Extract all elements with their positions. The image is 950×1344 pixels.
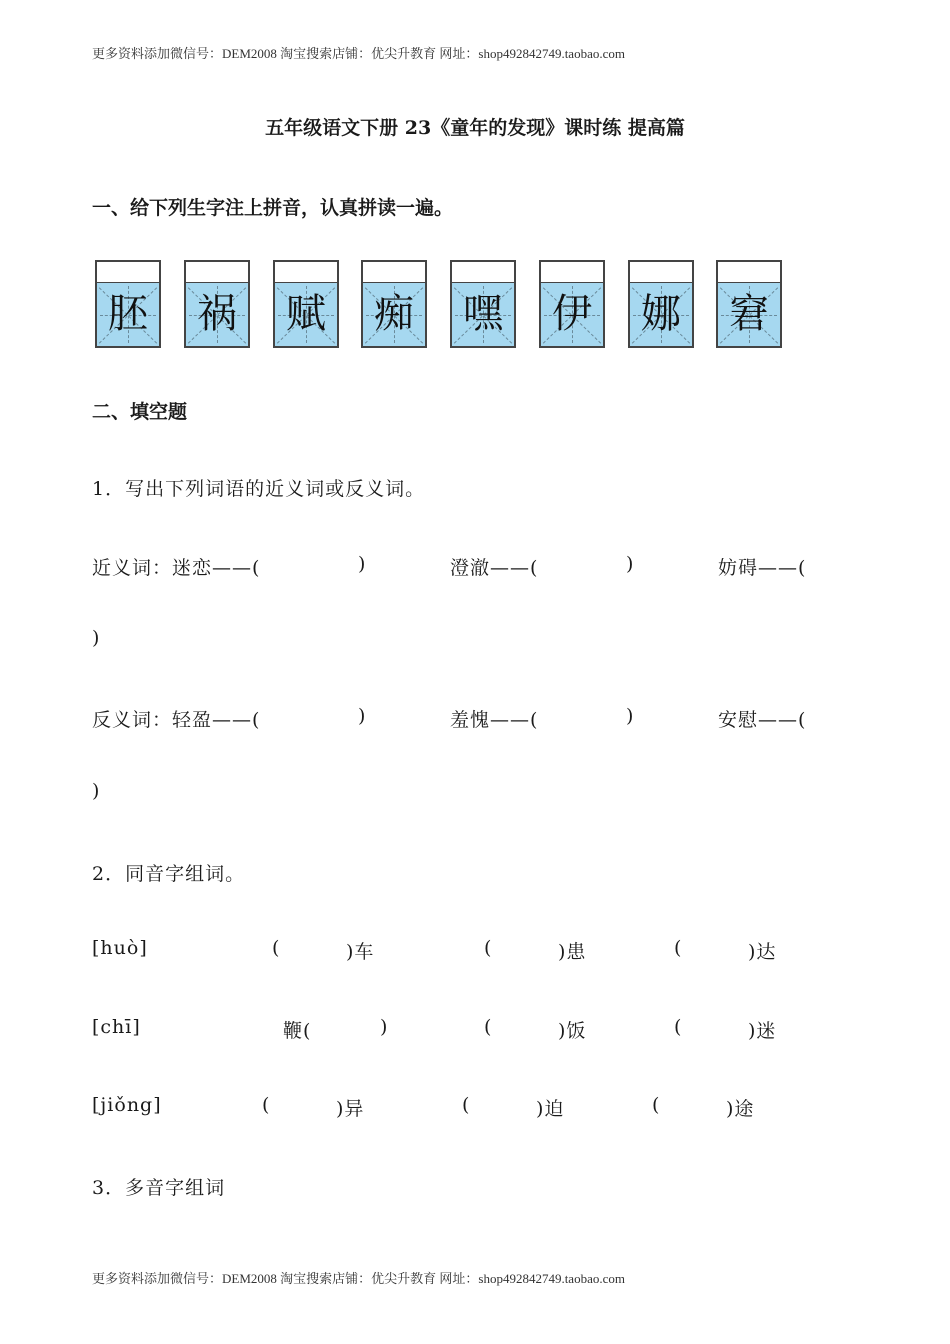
blank-open: (: [262, 1094, 271, 1116]
blank-close: )达: [748, 941, 777, 963]
char-glyph: 痴: [374, 291, 414, 337]
antonym-label-a: 反义词：轻盈——(: [92, 709, 261, 731]
char-glyph: 嘿: [463, 291, 503, 337]
blank-close: )迷: [748, 1020, 777, 1042]
page-header: 更多资料添加微信号：DEM2008 淘宝搜索店铺：优尖升教育 网址：shop492842749.taobao.com: [92, 46, 625, 61]
blank-close: )车: [346, 941, 375, 963]
q2-prompt: 2．同音字组词。: [92, 863, 246, 885]
blank-close: ): [380, 1016, 389, 1038]
pinyin-label: [huò]: [92, 937, 148, 959]
char-box[interactable]: [716, 260, 782, 348]
char-glyph: 赋: [286, 291, 326, 337]
blank-open: 鞭(: [283, 1020, 312, 1042]
char-box[interactable]: [95, 260, 161, 348]
antonym-close-a: ): [358, 705, 367, 727]
antonym-word-b: 羞愧——(: [450, 709, 539, 731]
blank-open: (: [484, 1016, 493, 1038]
pinyin-slot[interactable]: [186, 262, 248, 283]
blank-close: )迫: [536, 1098, 565, 1120]
char-box[interactable]: [539, 260, 605, 348]
blank-open: (: [484, 937, 493, 959]
pinyin-slot[interactable]: [452, 262, 514, 283]
page-footer: 更多资料添加微信号：DEM2008 淘宝搜索店铺：优尖升教育 网址：shop492842749.taobao.com: [92, 1271, 625, 1286]
char-box[interactable]: [450, 260, 516, 348]
char-box[interactable]: [184, 260, 250, 348]
blank-open: (: [674, 937, 683, 959]
pinyin-slot[interactable]: [97, 262, 159, 283]
char-glyph: 娜: [641, 291, 681, 337]
blank-close: )异: [336, 1098, 365, 1120]
section2-heading: 二、填空题: [92, 401, 188, 423]
pinyin-slot[interactable]: [275, 262, 337, 283]
synonym-word-c: 妨碍——(: [718, 557, 807, 579]
worksheet-title: 五年级语文下册 23《童年的发现》课时练 提高篇: [265, 117, 685, 139]
pinyin-label: [chī]: [92, 1016, 141, 1038]
char-box[interactable]: [273, 260, 339, 348]
blank-close: )患: [558, 941, 587, 963]
blank-close: )饭: [558, 1020, 587, 1042]
antonym-close-c: ): [92, 780, 101, 802]
blank-open: (: [652, 1094, 661, 1116]
antonym-word-c: 安慰——(: [718, 709, 807, 731]
char-glyph: 祸: [197, 291, 237, 337]
antonym-close-b: ): [626, 705, 635, 727]
synonym-word-b: 澄澈——(: [450, 557, 539, 579]
char-glyph: 胚: [108, 291, 148, 337]
blank-open: (: [674, 1016, 683, 1038]
q1-prompt: 1．写出下列词语的近义词或反义词。: [92, 478, 426, 500]
char-box[interactable]: [361, 260, 427, 348]
synonym-close-a: ): [358, 553, 367, 575]
q3-prompt: 3．多音字组词: [92, 1177, 226, 1199]
synonym-label-a: 近义词：迷恋——(: [92, 557, 261, 579]
blank-open: (: [462, 1094, 471, 1116]
synonym-close-b: ): [626, 553, 635, 575]
pinyin-label: [jiǒng]: [92, 1094, 162, 1116]
blank-close: )途: [726, 1098, 755, 1120]
char-glyph: 窘: [729, 291, 769, 337]
pinyin-slot[interactable]: [363, 262, 425, 283]
char-glyph: 伊: [552, 291, 592, 337]
blank-open: (: [272, 937, 281, 959]
section1-heading: 一、给下列生字注上拼音，认真拼读一遍。: [92, 197, 454, 219]
pinyin-slot[interactable]: [541, 262, 603, 283]
char-box[interactable]: [628, 260, 694, 348]
synonym-close-c: ): [92, 627, 101, 649]
pinyin-slot[interactable]: [630, 262, 692, 283]
pinyin-slot[interactable]: [718, 262, 780, 283]
